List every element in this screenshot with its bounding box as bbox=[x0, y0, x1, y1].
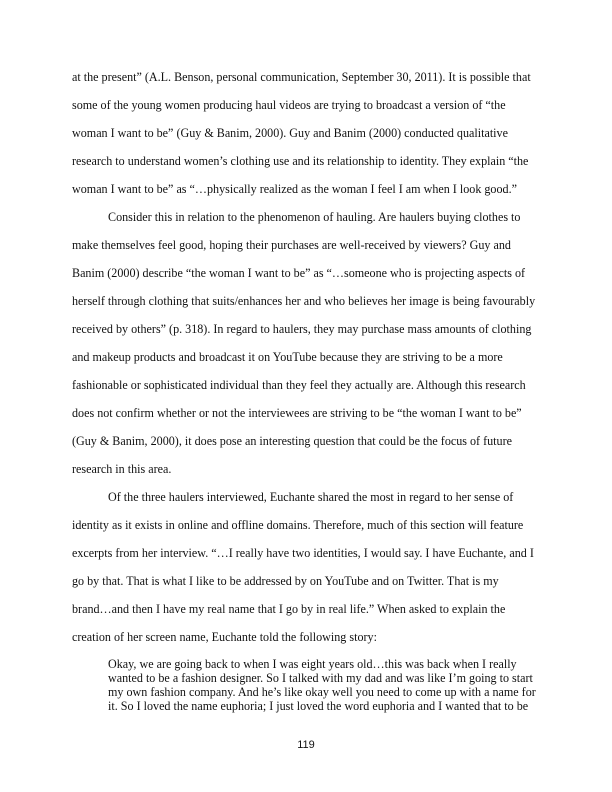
body-line: identity as it exists in online and offline domains. Therefore, much of this section will feature bbox=[72, 518, 524, 532]
body-line: research to understand women’s clothing use and its relationship to identity. They explain “the bbox=[72, 154, 529, 168]
quote-line: wanted to be a fashion designer. So I talked with my dad and was like I’m going to start bbox=[108, 671, 533, 685]
body-line: herself through clothing that suits/enhances her and who believes her image is being favourably bbox=[72, 294, 536, 308]
paragraph-first-line: Consider this in relation to the phenomenon of hauling. Are haulers buying clothes to bbox=[108, 210, 521, 224]
paragraph-first-line: Of the three haulers interviewed, Euchante shared the most in regard to her sense of bbox=[108, 490, 514, 504]
page-number: 119 bbox=[297, 739, 315, 751]
body-line: excerpts from her interview. “…I really have two identities, I would say. I have Euchante, and I bbox=[72, 546, 534, 560]
body-line: creation of her screen name, Euchante told the following story: bbox=[72, 630, 377, 644]
body-line: woman I want to be” as “…physically realized as the woman I feel I am when I look good.” bbox=[72, 182, 517, 196]
body-line: woman I want to be” (Guy & Banim, 2000). Guy and Banim (2000) conducted qualitative bbox=[72, 126, 508, 140]
body-line: brand…and then I have my real name that I go by in real life.” When asked to explain the bbox=[72, 602, 506, 616]
body-line: Banim (2000) describe “the woman I want to be” as “…someone who is projecting aspects of bbox=[72, 266, 526, 280]
body-line: some of the young women producing haul videos are trying to broadcast a version of “the bbox=[72, 98, 506, 112]
quote-line: it. So I loved the name euphoria; I just loved the word euphoria and I wanted that to be bbox=[108, 699, 529, 713]
body-line: does not confirm whether or not the interviewees are striving to be “the woman I want to be” bbox=[72, 406, 522, 420]
body-line: at the present” (A.L. Benson, personal communication, September 30, 2011). It is possible that bbox=[72, 70, 531, 84]
quote-line: Okay, we are going back to when I was eight years old…this was back when I really bbox=[108, 657, 517, 671]
body-line: received by others” (p. 318). In regard to haulers, they may purchase mass amounts of clothing bbox=[72, 322, 532, 336]
body-line: make themselves feel good, hoping their purchases are well-received by viewers? Guy and bbox=[72, 238, 511, 252]
body-line: fashionable or sophisticated individual than they feel they actually are. Although this research bbox=[72, 378, 526, 392]
quote-line: my own fashion company. And he’s like okay well you need to come up with a name for bbox=[108, 685, 536, 699]
body-line: research in this area. bbox=[72, 462, 172, 476]
body-line: and makeup products and broadcast it on YouTube because they are striving to be a more bbox=[72, 350, 503, 364]
body-line: (Guy & Banim, 2000), it does pose an interesting question that could be the focus of future bbox=[72, 434, 512, 448]
body-line: go by that. That is what I like to be addressed by on YouTube and on Twitter. That is my bbox=[72, 574, 499, 588]
